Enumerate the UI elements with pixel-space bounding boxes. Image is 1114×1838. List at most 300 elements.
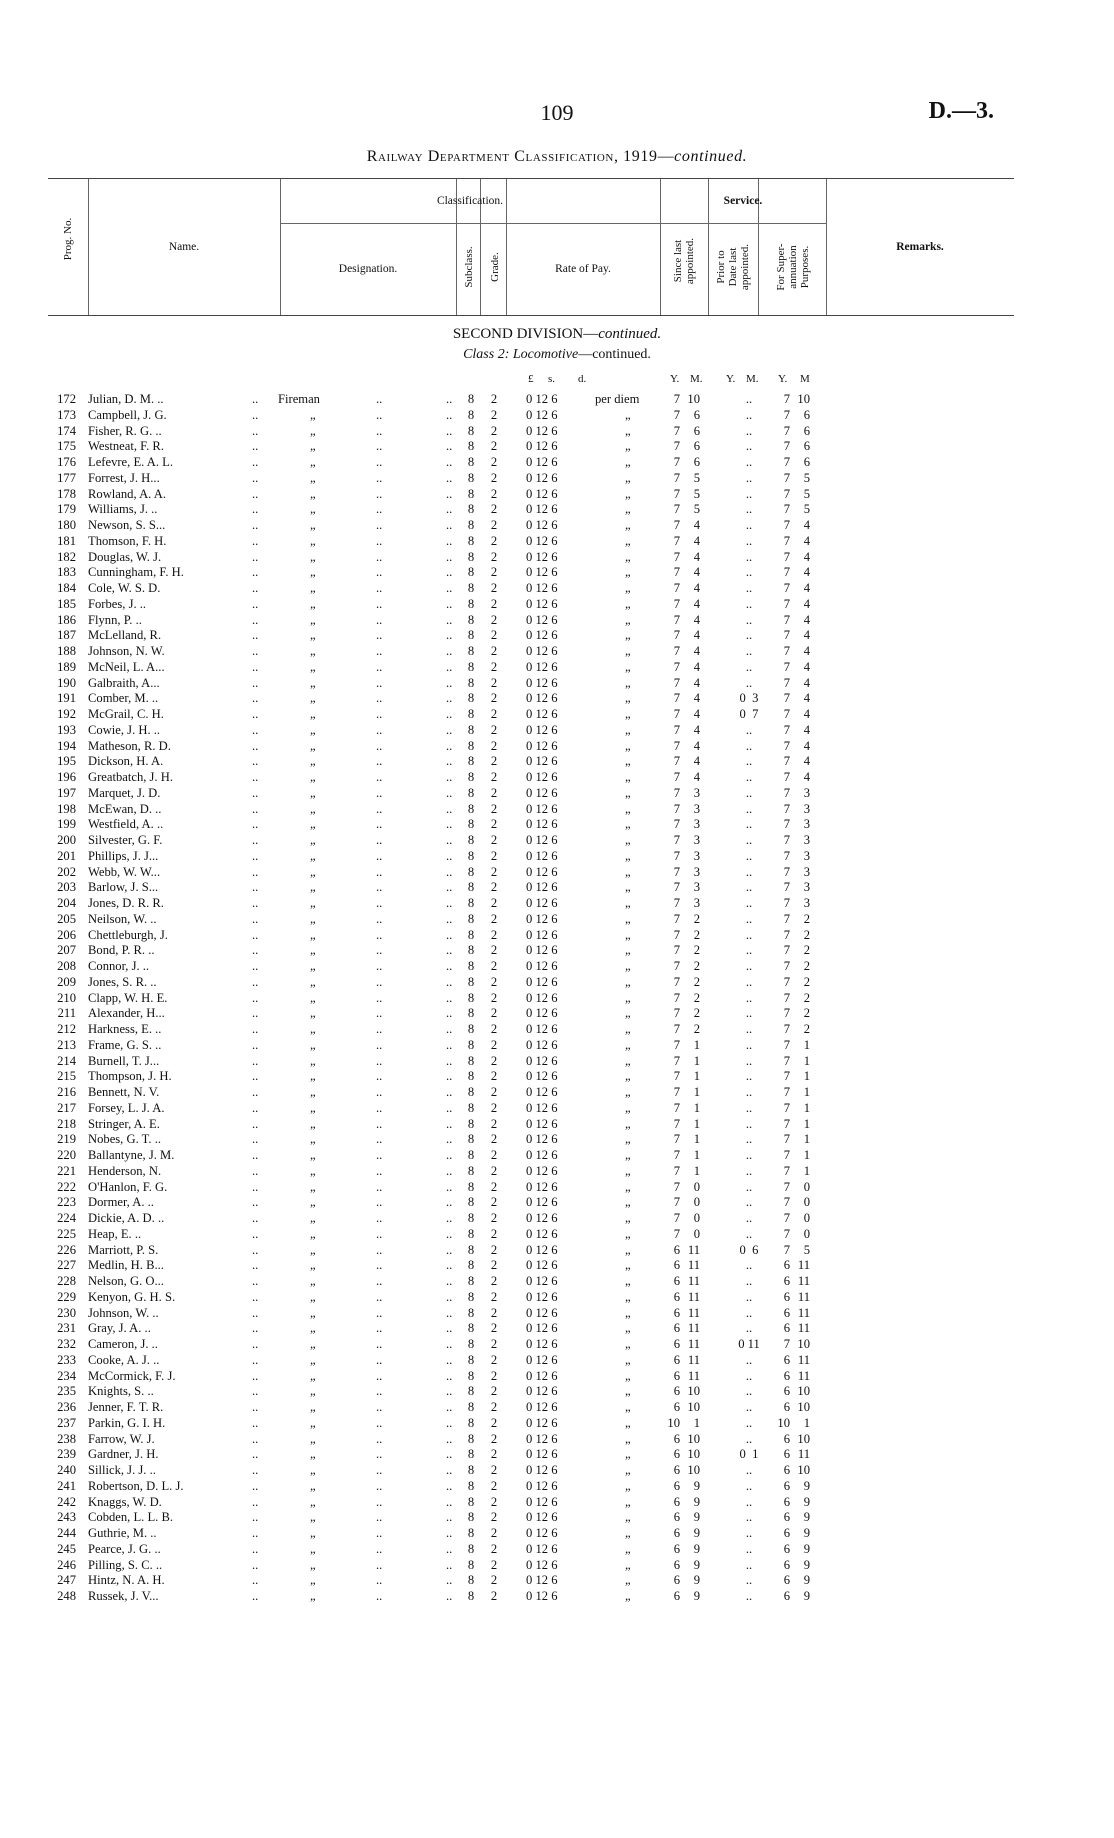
prog-no: 246 bbox=[57, 1557, 76, 1572]
table-row bbox=[0, 1573, 1114, 1589]
leader-dots: .. bbox=[376, 1557, 383, 1572]
rate-of-pay: 0 12 6 bbox=[526, 1242, 558, 1257]
pay-period: „ bbox=[625, 722, 631, 737]
since-years: 7 bbox=[673, 612, 680, 627]
rate-of-pay: 0 12 6 bbox=[526, 833, 558, 847]
super-years: 7 bbox=[783, 880, 790, 895]
employee-name: Johnson, W. .. bbox=[88, 1305, 159, 1320]
super-months: 11 bbox=[797, 1368, 810, 1383]
since-years: 7 bbox=[673, 1211, 680, 1225]
designation: „ bbox=[310, 1163, 316, 1178]
leader-dots: .. bbox=[446, 581, 453, 595]
since-years: 6 bbox=[673, 1541, 680, 1556]
employee-name: Forrest, J. H... bbox=[88, 470, 160, 485]
table-row bbox=[0, 1306, 1114, 1322]
leader-dots: .. bbox=[446, 549, 453, 564]
subclass: 8 bbox=[467, 1494, 475, 1509]
designation: Fireman bbox=[278, 392, 320, 406]
subclass: 8 bbox=[467, 1400, 475, 1414]
leader-dots: .. bbox=[376, 1163, 383, 1178]
leader-dots: .. bbox=[376, 612, 383, 627]
designation: „ bbox=[310, 1132, 316, 1147]
pay-period: „ bbox=[625, 1242, 631, 1257]
subclass: 8 bbox=[467, 1415, 475, 1430]
prog-no: 219 bbox=[57, 1132, 76, 1147]
designation: „ bbox=[310, 990, 316, 1005]
grade: 2 bbox=[490, 1510, 498, 1525]
super-months: 10 bbox=[797, 392, 810, 406]
employee-name: Farrow, W. J. bbox=[88, 1431, 155, 1446]
leader-dots: .. bbox=[446, 1400, 453, 1414]
super-years: 7 bbox=[783, 1242, 790, 1257]
super-months: 9 bbox=[803, 1494, 810, 1509]
prior-service: .. bbox=[745, 675, 753, 690]
subclass: 8 bbox=[467, 1022, 475, 1036]
since-years: 6 bbox=[673, 1478, 680, 1493]
pay-period: „ bbox=[625, 628, 631, 643]
employee-name: Westneat, F. R. bbox=[88, 439, 164, 454]
super-months: 2 bbox=[803, 959, 810, 973]
leader-dots: .. bbox=[376, 738, 383, 753]
leader-dots: .. bbox=[376, 848, 383, 863]
employee-name: Campbell, J. G. bbox=[88, 407, 167, 422]
subclass: 8 bbox=[467, 943, 475, 958]
prior-service: .. bbox=[745, 927, 753, 942]
leader-dots: .. bbox=[252, 1022, 259, 1036]
since-months: 2 bbox=[693, 959, 700, 973]
prog-no: 179 bbox=[57, 502, 76, 517]
super-years: 7 bbox=[783, 1163, 790, 1178]
prior-service: .. bbox=[745, 1179, 753, 1194]
table-row bbox=[0, 1195, 1114, 1211]
super-years: 7 bbox=[783, 833, 790, 847]
since-years: 7 bbox=[673, 1132, 680, 1147]
super-months: 1 bbox=[803, 1163, 810, 1178]
pay-period: „ bbox=[625, 565, 631, 580]
leader-dots: .. bbox=[446, 1053, 453, 1068]
since-months: 6 bbox=[693, 439, 700, 454]
subclass: 8 bbox=[467, 1573, 475, 1588]
grade: 2 bbox=[490, 754, 498, 769]
employee-name: Knights, S. .. bbox=[88, 1384, 154, 1399]
since-months: 0 bbox=[693, 1211, 700, 1225]
pay-period: „ bbox=[625, 927, 631, 942]
prior-service: 0 1 bbox=[739, 1447, 759, 1462]
table-row bbox=[0, 455, 1114, 471]
employee-name: O'Hanlon, F. G. bbox=[88, 1179, 168, 1194]
grade: 2 bbox=[490, 1289, 498, 1304]
prog-no: 192 bbox=[57, 707, 76, 721]
since-months: 1 bbox=[693, 1069, 700, 1084]
super-years: 7 bbox=[783, 644, 790, 658]
rate-of-pay: 0 12 6 bbox=[526, 1541, 558, 1556]
grade: 2 bbox=[490, 407, 498, 422]
employee-name: Burnell, T. J... bbox=[88, 1053, 160, 1068]
rate-of-pay: 0 12 6 bbox=[526, 1179, 558, 1194]
grade: 2 bbox=[490, 785, 498, 800]
leader-dots: .. bbox=[252, 848, 259, 863]
pay-period: „ bbox=[625, 1305, 631, 1320]
header-subclass: Subclass. bbox=[463, 246, 475, 288]
designation: „ bbox=[310, 1337, 316, 1351]
designation: „ bbox=[310, 785, 316, 800]
pay-period: „ bbox=[625, 974, 631, 989]
prior-service: .. bbox=[745, 911, 753, 926]
prog-no: 224 bbox=[57, 1211, 76, 1225]
prior-service: .. bbox=[745, 1006, 753, 1021]
super-months: 11 bbox=[797, 1447, 810, 1462]
table-row bbox=[0, 597, 1114, 613]
leader-dots: .. bbox=[252, 1589, 259, 1603]
employee-name: Cunningham, F. H. bbox=[88, 565, 184, 580]
super-months: 2 bbox=[803, 974, 810, 989]
grade: 2 bbox=[490, 644, 498, 658]
super-months: 2 bbox=[803, 943, 810, 958]
super-years: 7 bbox=[783, 1006, 790, 1021]
designation: „ bbox=[310, 518, 316, 532]
designation: „ bbox=[310, 754, 316, 769]
employee-name: Nobes, G. T. .. bbox=[88, 1132, 161, 1147]
prior-service: .. bbox=[745, 392, 753, 406]
since-years: 7 bbox=[673, 880, 680, 895]
grade: 2 bbox=[490, 486, 498, 501]
leader-dots: .. bbox=[446, 1510, 453, 1525]
since-years: 7 bbox=[673, 817, 680, 832]
leader-dots: .. bbox=[376, 659, 383, 674]
since-months: 1 bbox=[693, 1415, 700, 1430]
grade: 2 bbox=[490, 612, 498, 627]
super-years: 7 bbox=[783, 943, 790, 958]
super-months: 3 bbox=[803, 785, 810, 800]
prior-service: .. bbox=[745, 549, 753, 564]
designation: „ bbox=[310, 1478, 316, 1493]
leader-dots: .. bbox=[252, 533, 259, 548]
leader-dots: .. bbox=[446, 1494, 453, 1509]
subclass: 8 bbox=[467, 738, 475, 753]
table-row bbox=[0, 1479, 1114, 1495]
subclass: 8 bbox=[467, 675, 475, 690]
super-years: 7 bbox=[783, 801, 790, 816]
leader-dots: .. bbox=[446, 754, 453, 769]
super-years: 7 bbox=[783, 974, 790, 989]
pay-period: „ bbox=[625, 1352, 631, 1367]
leader-dots: .. bbox=[376, 423, 383, 438]
super-months: 5 bbox=[803, 502, 810, 517]
leader-dots: .. bbox=[446, 1085, 453, 1099]
since-months: 0 bbox=[693, 1195, 700, 1210]
since-months: 2 bbox=[693, 927, 700, 942]
leader-dots: .. bbox=[446, 407, 453, 422]
prior-service: .. bbox=[745, 848, 753, 863]
unit-shillings: s. bbox=[548, 373, 556, 385]
leader-dots: .. bbox=[446, 1163, 453, 1178]
table-row bbox=[0, 613, 1114, 629]
super-years: 7 bbox=[783, 533, 790, 548]
since-years: 7 bbox=[673, 896, 680, 910]
leader-dots: .. bbox=[446, 486, 453, 501]
subclass: 8 bbox=[467, 549, 475, 564]
prog-no: 208 bbox=[57, 959, 76, 973]
prog-no: 222 bbox=[57, 1179, 76, 1194]
pay-period: „ bbox=[625, 911, 631, 926]
super-months: 4 bbox=[803, 754, 810, 769]
designation: „ bbox=[310, 1085, 316, 1099]
leader-dots: .. bbox=[376, 518, 383, 532]
leader-dots: .. bbox=[376, 1368, 383, 1383]
super-months: 6 bbox=[803, 439, 810, 454]
grade: 2 bbox=[490, 1258, 498, 1273]
prog-no: 194 bbox=[57, 738, 76, 753]
pay-period: „ bbox=[625, 1478, 631, 1493]
leader-dots: .. bbox=[252, 1100, 259, 1115]
designation: „ bbox=[310, 1494, 316, 1509]
employee-name: Webb, W. W... bbox=[88, 864, 161, 879]
employee-name: Lefevre, E. A. L. bbox=[88, 455, 173, 469]
rate-of-pay: 0 12 6 bbox=[526, 1053, 558, 1068]
table-row bbox=[0, 581, 1114, 597]
leader-dots: .. bbox=[376, 974, 383, 989]
leader-dots: .. bbox=[252, 1541, 259, 1556]
rate-of-pay: 0 12 6 bbox=[526, 738, 558, 753]
super-months: 4 bbox=[803, 518, 810, 532]
since-years: 6 bbox=[673, 1510, 680, 1525]
since-years: 7 bbox=[673, 959, 680, 973]
table-row bbox=[0, 1006, 1114, 1022]
rate-of-pay: 0 12 6 bbox=[526, 1100, 558, 1115]
subclass: 8 bbox=[467, 1368, 475, 1383]
super-years: 7 bbox=[783, 959, 790, 973]
since-years: 7 bbox=[673, 644, 680, 658]
since-years: 7 bbox=[673, 1163, 680, 1178]
grade: 2 bbox=[490, 439, 498, 454]
subclass: 8 bbox=[467, 455, 475, 469]
prog-no: 181 bbox=[57, 533, 76, 548]
super-years: 7 bbox=[783, 770, 790, 784]
employee-name: Henderson, N. bbox=[88, 1163, 162, 1178]
employee-name: Comber, M. .. bbox=[88, 691, 159, 706]
subclass: 8 bbox=[467, 581, 475, 595]
leader-dots: .. bbox=[252, 1163, 259, 1178]
since-months: 4 bbox=[693, 691, 700, 706]
rate-of-pay: 0 12 6 bbox=[526, 1069, 558, 1084]
prior-service: .. bbox=[745, 1384, 753, 1399]
prog-no: 198 bbox=[57, 801, 76, 816]
prior-service: .. bbox=[745, 864, 753, 879]
since-months: 3 bbox=[693, 817, 700, 832]
grade: 2 bbox=[490, 1242, 498, 1257]
super-years: 7 bbox=[783, 785, 790, 800]
subclass: 8 bbox=[467, 1148, 475, 1162]
subclass: 8 bbox=[467, 1226, 475, 1241]
pay-period: „ bbox=[625, 943, 631, 958]
employee-name: Chettleburgh, J. bbox=[88, 927, 168, 942]
since-months: 4 bbox=[693, 675, 700, 690]
since-months: 11 bbox=[687, 1368, 700, 1383]
table-row bbox=[0, 1463, 1114, 1479]
leader-dots: .. bbox=[446, 659, 453, 674]
since-years: 6 bbox=[673, 1258, 680, 1273]
prog-no: 239 bbox=[57, 1447, 76, 1462]
table-row bbox=[0, 1180, 1114, 1196]
subclass: 8 bbox=[467, 880, 475, 895]
subclass: 8 bbox=[467, 833, 475, 847]
leader-dots: .. bbox=[252, 1510, 259, 1525]
table-row bbox=[0, 786, 1114, 802]
super-years: 7 bbox=[783, 864, 790, 879]
super-months: 3 bbox=[803, 848, 810, 863]
super-years: 7 bbox=[783, 691, 790, 706]
leader-dots: .. bbox=[446, 1195, 453, 1210]
prog-no: 183 bbox=[57, 565, 76, 580]
designation: „ bbox=[310, 1557, 316, 1572]
subclass: 8 bbox=[467, 518, 475, 532]
grade: 2 bbox=[490, 1226, 498, 1241]
prog-no: 172 bbox=[57, 392, 76, 406]
prog-no: 201 bbox=[57, 848, 76, 863]
leader-dots: .. bbox=[376, 1037, 383, 1052]
leader-dots: .. bbox=[376, 1289, 383, 1304]
employee-name: Jones, D. R. R. bbox=[88, 896, 164, 910]
leader-dots: .. bbox=[446, 612, 453, 627]
rate-of-pay: 0 12 6 bbox=[526, 1400, 558, 1414]
prog-no: 177 bbox=[57, 470, 76, 485]
grade: 2 bbox=[490, 801, 498, 816]
super-years: 6 bbox=[783, 1289, 790, 1304]
table-row bbox=[0, 928, 1114, 944]
leader-dots: .. bbox=[446, 1541, 453, 1556]
since-months: 10 bbox=[687, 1463, 700, 1477]
since-years: 7 bbox=[673, 518, 680, 532]
leader-dots: .. bbox=[252, 959, 259, 973]
since-months: 2 bbox=[693, 1022, 700, 1036]
since-years: 6 bbox=[673, 1321, 680, 1336]
subclass: 8 bbox=[467, 392, 475, 406]
designation: „ bbox=[310, 927, 316, 942]
leader-dots: .. bbox=[446, 896, 453, 910]
table-row bbox=[0, 817, 1114, 833]
header-service: Service. bbox=[723, 195, 763, 207]
subclass: 8 bbox=[467, 1589, 475, 1603]
subclass: 8 bbox=[467, 927, 475, 942]
prior-service: .. bbox=[745, 1163, 753, 1178]
pay-period: „ bbox=[625, 801, 631, 816]
subclass: 8 bbox=[467, 1463, 475, 1477]
since-years: 6 bbox=[673, 1368, 680, 1383]
leader-dots: .. bbox=[446, 1415, 453, 1430]
leader-dots: .. bbox=[252, 722, 259, 737]
class-label: Class 2: bbox=[463, 347, 510, 362]
since-years: 7 bbox=[673, 848, 680, 863]
subclass: 8 bbox=[467, 754, 475, 769]
prior-service: .. bbox=[745, 1211, 753, 1225]
prior-service: .. bbox=[745, 486, 753, 501]
super-months: 9 bbox=[803, 1510, 810, 1525]
leader-dots: .. bbox=[252, 1305, 259, 1320]
grade: 2 bbox=[490, 518, 498, 532]
leader-dots: .. bbox=[376, 880, 383, 895]
subclass: 8 bbox=[467, 785, 475, 800]
since-months: 3 bbox=[693, 896, 700, 910]
leader-dots: .. bbox=[252, 675, 259, 690]
since-years: 6 bbox=[673, 1384, 680, 1399]
employee-name: Knaggs, W. D. bbox=[88, 1494, 162, 1509]
prog-no: 202 bbox=[57, 864, 76, 879]
since-years: 6 bbox=[673, 1573, 680, 1588]
table-row bbox=[0, 912, 1114, 928]
designation: „ bbox=[310, 1384, 316, 1399]
rate-of-pay: 0 12 6 bbox=[526, 990, 558, 1005]
employee-name: Thompson, J. H. bbox=[88, 1069, 172, 1084]
since-years: 6 bbox=[673, 1557, 680, 1572]
prog-no: 212 bbox=[57, 1022, 76, 1036]
since-years: 7 bbox=[673, 565, 680, 580]
pay-period: „ bbox=[625, 817, 631, 832]
rate-of-pay: 0 12 6 bbox=[526, 754, 558, 769]
leader-dots: .. bbox=[376, 896, 383, 910]
prog-no: 210 bbox=[57, 990, 76, 1005]
prior-service: .. bbox=[745, 518, 753, 532]
since-years: 7 bbox=[673, 533, 680, 548]
designation: „ bbox=[310, 1573, 316, 1588]
pay-period: „ bbox=[625, 470, 631, 485]
pay-period: „ bbox=[625, 439, 631, 454]
rate-of-pay: 0 12 6 bbox=[526, 848, 558, 863]
employee-name: Stringer, A. E. bbox=[88, 1116, 160, 1131]
section-heading bbox=[0, 326, 1114, 343]
leader-dots: .. bbox=[446, 864, 453, 879]
header-prog-no: Prog. No. bbox=[62, 217, 74, 261]
subclass: 8 bbox=[467, 1541, 475, 1556]
since-months: 1 bbox=[693, 1116, 700, 1131]
leader-dots: .. bbox=[252, 1321, 259, 1336]
rate-of-pay: 0 12 6 bbox=[526, 1526, 558, 1540]
grade: 2 bbox=[490, 1463, 498, 1477]
leader-dots: .. bbox=[252, 486, 259, 501]
employee-name: Forbes, J. .. bbox=[88, 596, 147, 611]
since-years: 7 bbox=[673, 1037, 680, 1052]
rate-of-pay: 0 12 6 bbox=[526, 1226, 558, 1241]
employee-name: McGrail, C. H. bbox=[88, 707, 164, 721]
grade: 2 bbox=[490, 1148, 498, 1162]
leader-dots: .. bbox=[252, 1400, 259, 1414]
unit-pence: d. bbox=[578, 373, 587, 385]
super-months: 6 bbox=[803, 423, 810, 438]
leader-dots: .. bbox=[376, 1305, 383, 1320]
leader-dots: .. bbox=[252, 1211, 259, 1225]
leader-dots: .. bbox=[446, 1321, 453, 1336]
leader-dots: .. bbox=[446, 1132, 453, 1147]
leader-dots: .. bbox=[376, 1352, 383, 1367]
designation: „ bbox=[310, 864, 316, 879]
subclass: 8 bbox=[467, 1053, 475, 1068]
pay-period: „ bbox=[625, 1116, 631, 1131]
leader-dots: .. bbox=[252, 1368, 259, 1383]
prog-no: 184 bbox=[57, 581, 76, 595]
rate-of-pay: 0 12 6 bbox=[526, 1447, 558, 1462]
super-months: 10 bbox=[797, 1431, 810, 1446]
since-months: 1 bbox=[693, 1132, 700, 1147]
since-months: 11 bbox=[687, 1305, 700, 1320]
rate-of-pay: 0 12 6 bbox=[526, 533, 558, 548]
since-months: 4 bbox=[693, 707, 700, 721]
grade: 2 bbox=[490, 1100, 498, 1115]
since-months: 0 bbox=[693, 1226, 700, 1241]
rate-of-pay: 0 12 6 bbox=[526, 628, 558, 643]
since-years: 6 bbox=[673, 1447, 680, 1462]
prior-service: 0 11 bbox=[738, 1337, 760, 1351]
leader-dots: .. bbox=[376, 407, 383, 422]
rate-of-pay: 0 12 6 bbox=[526, 911, 558, 926]
